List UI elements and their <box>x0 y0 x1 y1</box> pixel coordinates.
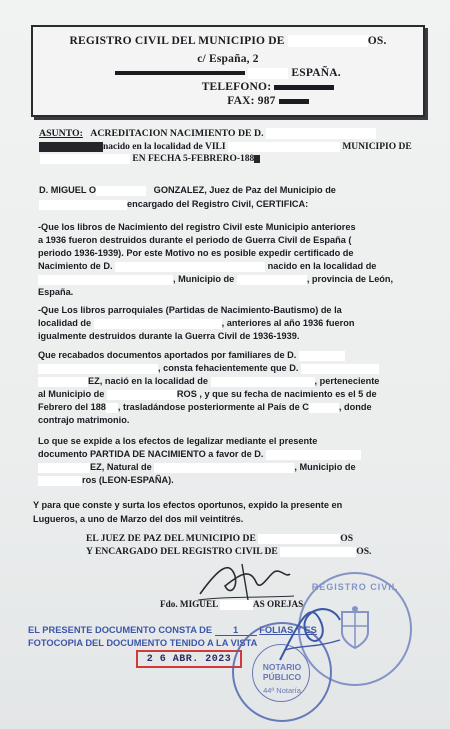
p3-consta: , consta fehacientemente que D. <box>158 363 299 373</box>
redaction <box>94 319 222 329</box>
redaction <box>39 142 103 152</box>
p3-line-3 <box>38 376 379 387</box>
redaction <box>254 155 260 163</box>
redaction <box>38 476 82 486</box>
p4-leon: ros (LEON-ESPAÑA). <box>82 475 174 485</box>
p3-recabados: Que recabados documentos aportados por familiares de D. <box>38 350 297 360</box>
redaction <box>154 463 294 473</box>
intro-line-1 <box>39 185 336 196</box>
p3-line-5 <box>38 402 372 413</box>
asunto-label: ASUNTO: <box>39 128 83 139</box>
redaction <box>115 262 265 272</box>
asunto-birthplace: nacido en la localidad de VILI <box>103 142 226 153</box>
redaction <box>211 377 315 387</box>
seal-text: REGISTRO CIVIL <box>311 582 399 592</box>
p3-municipio: al Municipio de <box>38 389 105 399</box>
redaction <box>237 275 307 285</box>
notary-seal-text: NOTARIO PÚBLICO <box>262 662 302 682</box>
notary-folios: FOLIAS Y ES <box>259 625 317 635</box>
p4-partida: documento PARTIDA DE NACIMIENTO a favor de D. <box>38 449 264 459</box>
asunto-text: ACREDITACION NACIMIENTO DE D. <box>90 128 264 139</box>
asunto-municipio: MUNICIPIO DE <box>342 142 412 153</box>
p5-line-1: Y para que conste y surta los efectos oportunos, expido la presente en <box>33 500 343 510</box>
asunto-line-2 <box>39 142 412 152</box>
p1-localidad: nacido en la localidad de <box>267 261 377 271</box>
header-line-4 <box>33 81 423 93</box>
notary-seal-sub: 44ª Notaría <box>263 686 301 695</box>
stamp-date: 2 6 ABR. 2023 <box>146 654 232 665</box>
redaction <box>107 390 177 400</box>
p2-line-1: -Que Los libros parroquiales (Partidas de Nacimiento-Bautismo) de la <box>38 305 342 315</box>
p1-line-5 <box>38 274 393 285</box>
p3-line-2 <box>38 363 379 374</box>
header-line-3 <box>33 67 423 79</box>
signer-name: Fdo. MIGUEL <box>160 599 218 609</box>
intro-line-2 <box>39 199 308 210</box>
redaction <box>38 463 90 473</box>
scribble-redaction <box>279 99 309 104</box>
scribble-redaction <box>115 71 245 75</box>
p3-perteneciente: , perteneciente <box>314 376 380 386</box>
p3-line-4 <box>38 389 377 400</box>
certifica-text: encargado del Registro Civil, CERTIFICA: <box>127 199 309 209</box>
redaction <box>220 600 253 610</box>
p2-line-2 <box>38 318 354 329</box>
p4-natural: EZ, Natural de <box>90 462 152 472</box>
p4-line-3 <box>38 462 356 473</box>
header-line-1 <box>33 35 423 47</box>
redaction <box>38 364 158 374</box>
redaction <box>288 35 368 47</box>
p1-municipio: , Municipio de <box>173 274 235 284</box>
header-title: REGISTRO CIVIL DEL MUNICIPIO DE <box>69 35 285 47</box>
notary-signature <box>270 590 350 670</box>
redaction <box>38 377 88 387</box>
folio-count-field: 1 <box>215 625 257 636</box>
redaction <box>309 403 339 413</box>
p3-line-6: contrajo matrimonio. <box>38 415 130 425</box>
p4-municipio: , Municipio de <box>294 462 356 472</box>
p3-donde: , donde <box>338 402 372 412</box>
p2-anteriores: , anteriores al año 1936 fueron <box>221 318 355 328</box>
redaction <box>38 275 173 285</box>
redaction <box>39 200 127 210</box>
p5-line-2: Lugueros, a uno de Marzo del dos mil veintitrés. <box>33 514 244 524</box>
p4-line-4 <box>38 475 174 486</box>
p4-line-2 <box>38 449 361 460</box>
scribble-redaction <box>274 85 334 90</box>
p1-line-1: -Que los libros de Nacimiento del registro Civil este Municipio anteriores <box>38 222 356 232</box>
asunto-line-3 <box>40 154 260 164</box>
p1-line-4 <box>38 261 376 272</box>
redaction <box>301 364 379 374</box>
signature-title: EL JUEZ DE PAZ DEL MUNICIPIO DE <box>86 533 256 544</box>
p1-line-6: España. <box>38 287 74 297</box>
p2-line-3: igualmente destruidos durante la Guerra Civil de 1936-1939. <box>38 331 300 341</box>
redaction <box>96 186 146 196</box>
p4-line-1: Lo que se expide a los efectos de legalizar mediante el presente <box>38 436 318 446</box>
p1-line-2: a 1936 fueron destruidos durante el periodo de Guerra Civil de España ( <box>38 235 352 245</box>
header-address: c/ España, 2 <box>197 53 259 65</box>
p3-febrero: Febrero del 188 <box>38 402 106 412</box>
redaction <box>266 128 376 139</box>
date-stamp-box <box>136 650 242 668</box>
redaction <box>248 68 288 79</box>
asunto-line-1 <box>39 128 376 139</box>
p1-line-3: periodo 1936-1939). Por este Motivo no es posible expedir certificado de <box>38 248 354 258</box>
registry-header <box>31 25 425 117</box>
header-line-5 <box>33 95 423 107</box>
redaction <box>40 154 130 164</box>
p2-localidad: localidad de <box>38 318 92 328</box>
p3-line-1 <box>38 350 345 361</box>
p3-trasladandose: , trasladándose posteriormente al País de C <box>117 402 309 412</box>
redaction <box>299 351 345 361</box>
redaction <box>106 403 118 413</box>
header-line-2 <box>33 53 423 65</box>
header-title-end: OS. <box>367 35 387 47</box>
notary-consta: EL PRESENTE DOCUMENTO CONSTA DE <box>28 625 213 635</box>
p1-provincia: , provincia de León, <box>306 274 394 284</box>
p3-fecha: ROS , y que su fecha de nacimiento es el 5 de <box>176 389 377 399</box>
signer-surname: AS OREJAS <box>252 599 304 609</box>
redaction <box>266 450 361 460</box>
fax-label: FAX: 987 <box>227 95 276 107</box>
asunto-date: EN FECHA 5-FEBRERO-188 <box>132 154 255 165</box>
p3-nacio: EZ, nació en la localidad de <box>88 376 208 386</box>
redaction <box>258 534 340 544</box>
signature-subtitle: Y ENCARGADO DEL REGISTRO CIVIL DE <box>86 546 278 557</box>
judge-name: D. MIGUEL O <box>39 185 96 195</box>
redaction <box>228 142 340 152</box>
phone-label: TELEFONO: <box>201 81 272 93</box>
signature-subtitle-end: OS. <box>356 546 372 557</box>
notary-line-2: FOTOCOPIA DEL DOCUMENTO TENIDO A LA VISTA <box>28 638 258 648</box>
judge-title: GONZALEZ, Juez de Paz del Municipio de <box>153 185 336 195</box>
p1-nacimiento: Nacimiento de D. <box>38 261 113 271</box>
signature-title-end: OS <box>340 533 354 544</box>
signature-line-1 <box>86 533 353 544</box>
header-country: ESPAÑA. <box>291 67 341 79</box>
